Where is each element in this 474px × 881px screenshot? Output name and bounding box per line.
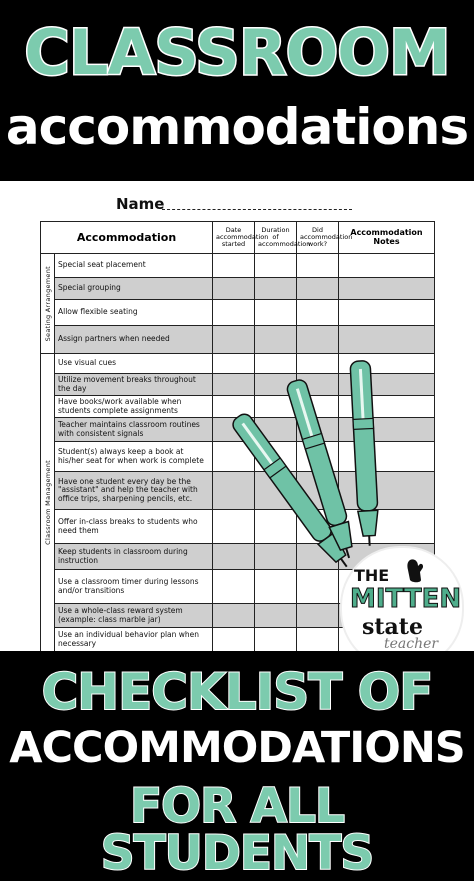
top-banner [0,0,474,181]
logo-mitten: MITTEN [350,584,462,614]
checklist-sheet [0,181,474,651]
section-seating-arrangement: Seating Arrangement [41,254,55,354]
cell-duration[interactable] [255,300,297,326]
cell-date[interactable] [213,254,255,278]
cell-notes[interactable] [339,300,435,326]
cell-duration[interactable] [255,374,297,396]
cell-notes[interactable] [339,418,435,442]
col-accommodation: Accommodation [41,222,213,254]
item-movement-breaks: Utilize movement breaks throughout the day [55,374,213,396]
item-assistant: Have one student every day be the "assistant" and help the teacher with office trips, sharpening pencils, etc. [55,472,213,510]
cell-duration[interactable] [255,278,297,300]
cell-date[interactable] [213,278,255,300]
cell-notes[interactable] [339,354,435,374]
table-row [41,510,435,544]
item-special-seat-placement: Special seat placement [55,254,213,278]
table-row [41,396,435,418]
item-assign-partners: Assign partners when needed [55,326,213,354]
table-row [41,300,435,326]
item-reward-system: Use a whole-class reward system (example: class marble jar) [55,604,213,628]
table-row [41,418,435,442]
cell-did-work[interactable] [297,570,339,604]
table-row [41,326,435,354]
cell-did-work[interactable] [297,396,339,418]
cell-did-work[interactable] [297,442,339,472]
cell-date[interactable] [213,570,255,604]
col-notes: Accommodation Notes [339,222,435,254]
cell-did-work[interactable] [297,418,339,442]
cell-date[interactable] [213,544,255,570]
cell-date[interactable] [213,374,255,396]
name-line [162,209,352,210]
col-date-started: Date accommodation started [213,222,255,254]
cell-duration[interactable] [255,254,297,278]
item-routines-signals: Teacher maintains classroom routines with consistent signals [55,418,213,442]
col-did-work: Did accommodation work? [297,222,339,254]
bottom-banner [0,651,474,881]
cell-did-work[interactable] [297,354,339,374]
item-keep-in-classroom: Keep students in classroom during instruction [55,544,213,570]
cell-date[interactable] [213,418,255,442]
cell-did-work[interactable] [297,374,339,396]
logo-state: state [362,614,423,640]
cell-did-work[interactable] [297,628,339,652]
footer-for-all-students: FOR ALL STUDENTS [100,779,374,881]
cell-did-work[interactable] [297,510,339,544]
cell-date[interactable] [213,472,255,510]
item-keep-book: Student(s) always keep a book at his/her seat for when work is complete [55,442,213,472]
footer-accommodations: ACCOMMODATIONS [9,723,465,773]
cell-duration[interactable] [255,544,297,570]
cell-duration[interactable] [255,570,297,604]
cell-duration[interactable] [255,326,297,354]
cell-did-work[interactable] [297,604,339,628]
col-duration: Duration of accommodation [255,222,297,254]
table-header-row [41,222,435,254]
cell-notes[interactable] [339,374,435,396]
cell-notes[interactable] [339,442,435,472]
cell-date[interactable] [213,300,255,326]
cell-date[interactable] [213,326,255,354]
cell-duration[interactable] [255,418,297,442]
cell-duration[interactable] [255,442,297,472]
cell-did-work[interactable] [297,254,339,278]
cell-did-work[interactable] [297,472,339,510]
logo-teacher: teacher [384,636,439,651]
item-classroom-timer: Use a classroom timer during lessons and/or transitions [55,570,213,604]
cell-duration[interactable] [255,510,297,544]
cell-notes[interactable] [339,510,435,544]
item-in-class-breaks: Offer in-class breaks to students who need them [55,510,213,544]
cell-notes[interactable] [339,472,435,510]
cell-date[interactable] [213,604,255,628]
table-row [41,354,435,374]
michigan-icon [404,558,426,584]
table-row [41,254,435,278]
cell-notes[interactable] [339,254,435,278]
cell-did-work[interactable] [297,278,339,300]
table-row [41,374,435,396]
cell-notes[interactable] [339,396,435,418]
cell-duration[interactable] [255,604,297,628]
footer-checklist-of: CHECKLIST OF [41,663,433,721]
item-books-available: Have books/work available when students complete assignments [55,396,213,418]
item-visual-cues: Use visual cues [55,354,213,374]
section-classroom-management: Classroom Management [41,354,55,652]
title-accommodations: accommodations [5,98,469,156]
cell-date[interactable] [213,396,255,418]
cell-date[interactable] [213,354,255,374]
table-row [41,472,435,510]
title-classroom: CLASSROOM [24,16,450,89]
cell-notes[interactable] [339,278,435,300]
cell-duration[interactable] [255,354,297,374]
cell-notes[interactable] [339,326,435,354]
table-row [41,278,435,300]
cell-duration[interactable] [255,472,297,510]
cell-did-work[interactable] [297,300,339,326]
cell-date[interactable] [213,510,255,544]
item-behavior-plan: Use an individual behavior plan when necessary [55,628,213,652]
cell-date[interactable] [213,628,255,652]
item-flexible-seating: Allow flexible seating [55,300,213,326]
cell-date[interactable] [213,442,255,472]
table-row [41,442,435,472]
logo-the: THE [354,566,390,585]
cell-did-work[interactable] [297,544,339,570]
name-label: Name [116,195,165,213]
cell-duration[interactable] [255,396,297,418]
mitten-state-teacher-logo [340,546,474,651]
cell-duration[interactable] [255,628,297,652]
cell-did-work[interactable] [297,326,339,354]
item-special-grouping: Special grouping [55,278,213,300]
